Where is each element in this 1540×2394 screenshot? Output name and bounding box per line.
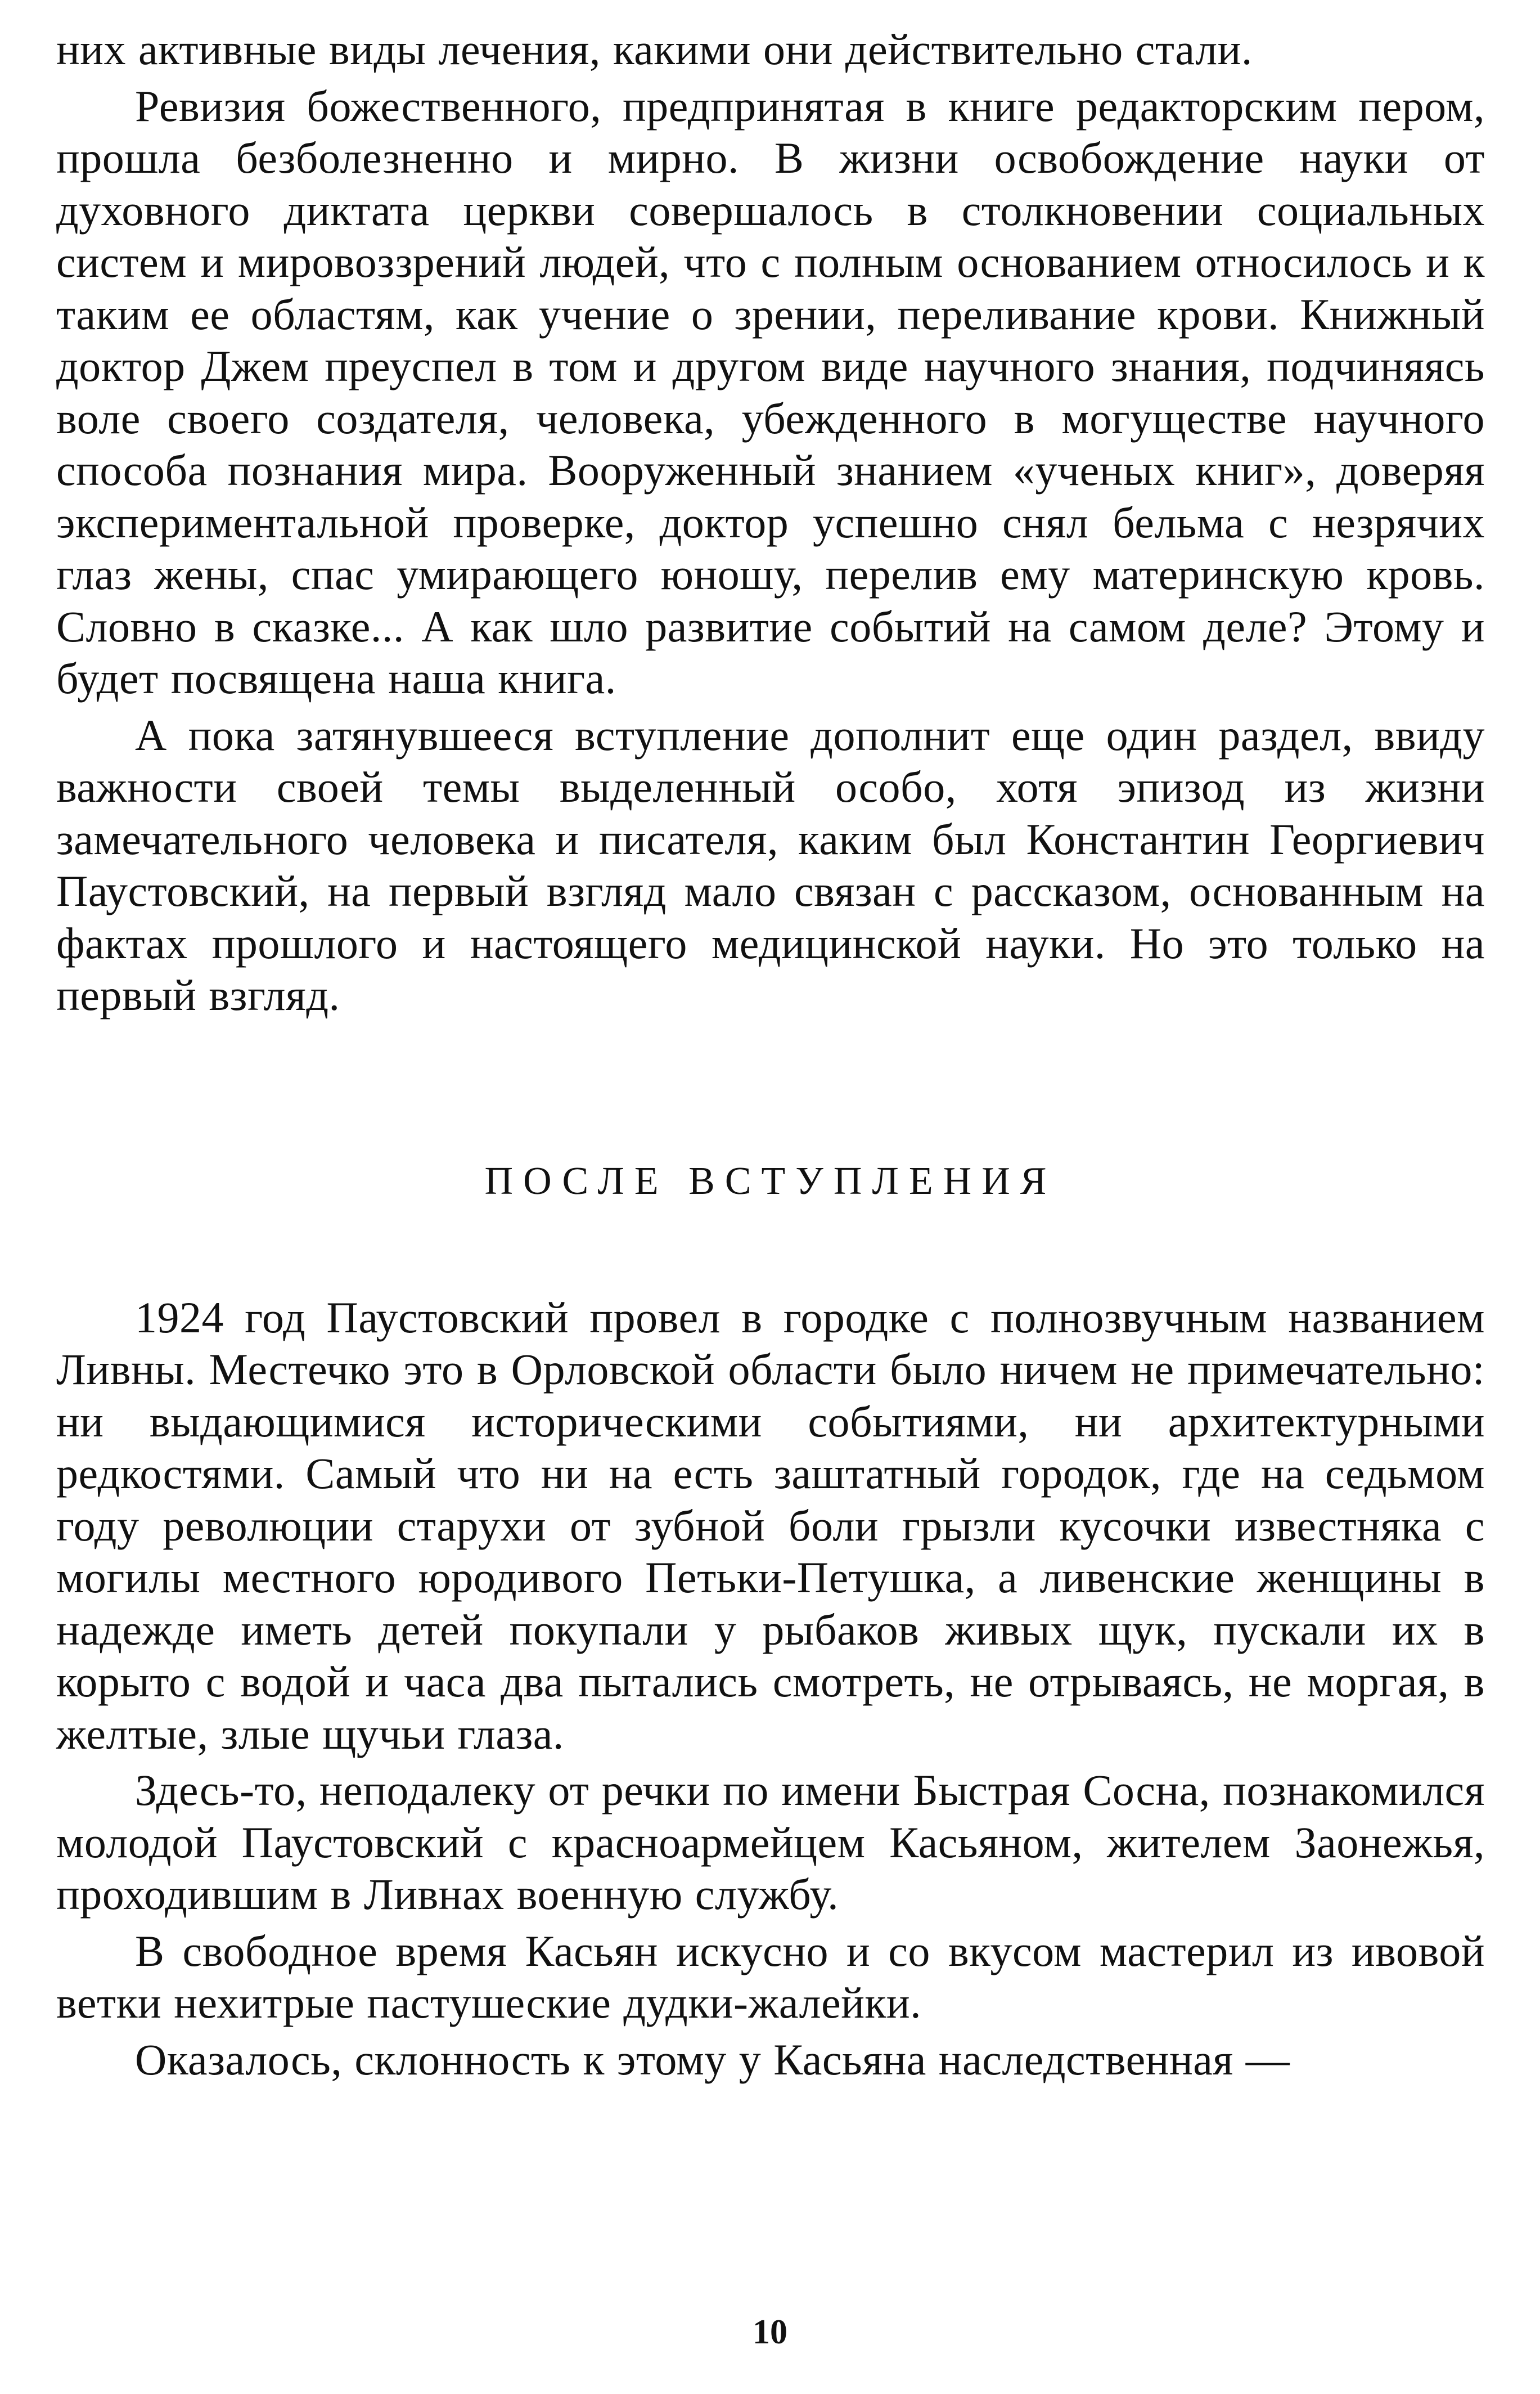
page-number: 10 bbox=[753, 2313, 787, 2351]
paragraph-hereditary: Оказалось, склонность к этому у Касьяна наследственная — bbox=[135, 2034, 1290, 2084]
paragraph-livny: 1924 год Паустовский провел в городке с полнозвучным названием Ливны. Местечко это в Орловской области было ничем не примечательно: ни выдающимися историческими событиями, ни архитектурными редкостями. Самый что ни на есть заштатный городок, где на седьмом году революции старухи от зубной боли грызли кусочки известняка с могилы местного юродивого Петьки-Петушка, а ливенские женщины в надежде иметь детей покупали у рыбаков живых щук, пускали их в корыто с водой и часа два пытались смотреть, не отрываясь, не моргая, в желтые, злые щучьи глаза. bbox=[56, 1292, 1485, 1758]
section-heading: ПОСЛЕ ВСТУПЛЕНИЯ bbox=[484, 1159, 1057, 1203]
paragraph-zhaleiki: В свободное время Касьян искусно и со вкусом мастерил из ивовой ветки нехитрые пастушеские дудки-жалейки. bbox=[56, 1926, 1485, 2027]
paragraph-continuation: них активные виды лечения, какими они действительно стали. bbox=[56, 25, 1253, 74]
paragraph-revision: Ревизия божественного, предпринятая в книге редакторским пером, прошла безболезненно и мирно. В жизни освобождение науки от духовного диктата церкви совершалось в столкновении социальных систем и мировоззрений людей, что с полным основанием относилось и к таким ее областям, как учение о зрении, переливание крови. Книжный доктор Джем преуспел в том и другом виде научного знания, подчиняясь воле своего создателя, человека, убежденного в могуществе научного способа познания мира. Вооруженный знанием «ученых книг», доверяя экспериментальной проверке, доктор успешно снял бельма с незрячих глаз жены, спас умирающего юношу, перелив ему материнскую кровь. Словно в сказке... А как шло развитие событий на самом деле? Этому и будет посвящена наша книга. bbox=[56, 81, 1485, 703]
document-page bbox=[56, 24, 1485, 2086]
paragraph-kasyan: Здесь-то, неподалеку от речки по имени Быстрая Сосна, познакомился молодой Паустовский с красноармейцем Касьяном, жителем Заонежья, проходившим в Ливнах военную службу. bbox=[56, 1766, 1485, 1919]
paragraph-paustovsky-intro: А пока затянувшееся вступление дополнит еще один раздел, ввиду важности своей темы выделенный особо, хотя эпизод из жизни замечательного человека и писателя, каким был Константин Георгиевич Паустовский, на первый взгляд мало связан с рассказом, основанным на фактах прошлого и настоящего медицинской науки. Но это только на первый взгляд. bbox=[56, 710, 1485, 1019]
